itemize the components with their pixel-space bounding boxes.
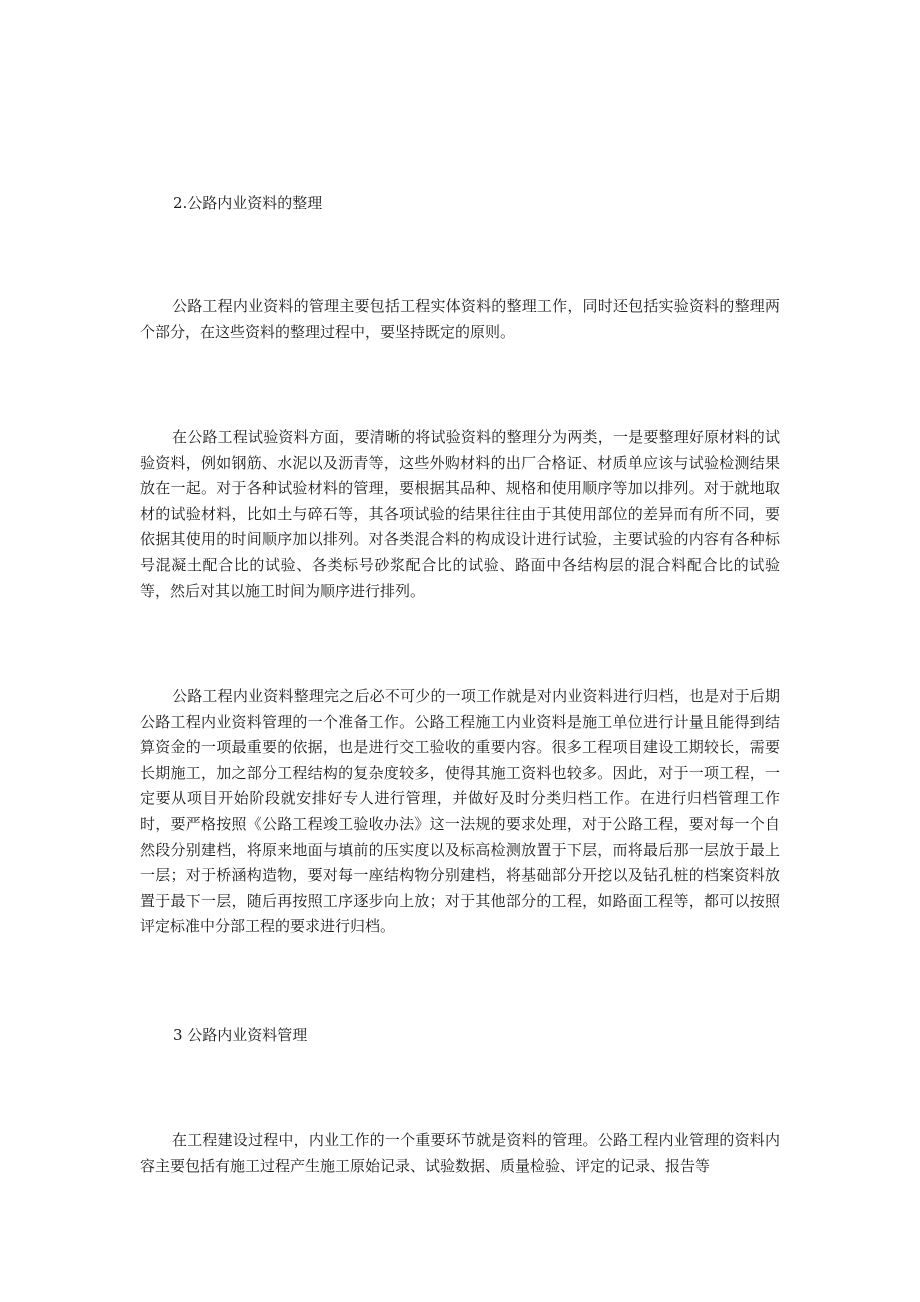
paragraph: 在工程建设过程中，内业工作的一个重要环节就是资料的管理。公路工程内业管理的资料内容主要包括有施工过程产生施工原始记录、试验数据、质量检验、评定的记录、报告等 [140,1131,780,1175]
paragraph: 公路工程内业资料的管理主要包括工程实体资料的整理工作，同时还包括实验资料的整理两个部分，在这些资料的整理过程中，要坚持既定的原则。 [140,297,780,341]
paragraph: 公路工程内业资料整理完之后必不可少的一项工作就是对内业资料进行归档，也是对于后期公路工程内业资料管理的一个准备工作。公路工程施工内业资料是施工单位进行计量且能得到结算资金的一项最重要的依据，也是进行交工验收的重要内容。很多工程项目建设工期较长，需要长期施工，加之部分工程结构的复杂度较多，使得其施工资料也较多。因此，对于一项工程，一定要从项目开始阶段就安排好专人进行管理，并做好及时分类归档工作。在进行归档管理工作时，要严格按照《公路工程竣工验收办法》这一法规的要求处理，对于公路工程，要对每一个自然段分别建档，将原来地面与填前的压实度以及标高检测放置于下层，而将最后那一层放于最上一层；对于桥涵构造物，要对每一座结构物分别建档，将基础部分开挖以及钻孔桩的档案资料放置于最下一层，随后再按照工序逐步向上放；对于其他部分的工程，如路面工程等，都可以按照评定标准中分部工程的要求进行归档。 [140,687,780,936]
section-heading-3: 3 公路内业资料管理 [173,1026,308,1044]
section-heading-2: 2.公路内业资料的整理 [173,194,323,212]
paragraph: 在公路工程试验资料方面，要清晰的将试验资料的整理分为两类，一是要整理好原材料的试验资料，例如钢筋、水泥以及沥青等，这些外购材料的出厂合格证、材质单应该与试验检测结果放在一起。对于各种试验材料的管理，要根据其品种、规格和使用顺序等加以排列。对于就地取材的试验材料，比如土与碎石等，其各项试验的结果往往由于其使用部位的差异而有所不同，要依据其使用的时间顺序加以排列。对各类混合料的构成设计进行试验，主要试验的内容有各种标号混凝土配合比的试验、各类标号砂浆配合比的试验、路面中各结构层的混合料配合比的试验等，然后对其以施工时间为顺序进行排列。 [140,428,780,600]
